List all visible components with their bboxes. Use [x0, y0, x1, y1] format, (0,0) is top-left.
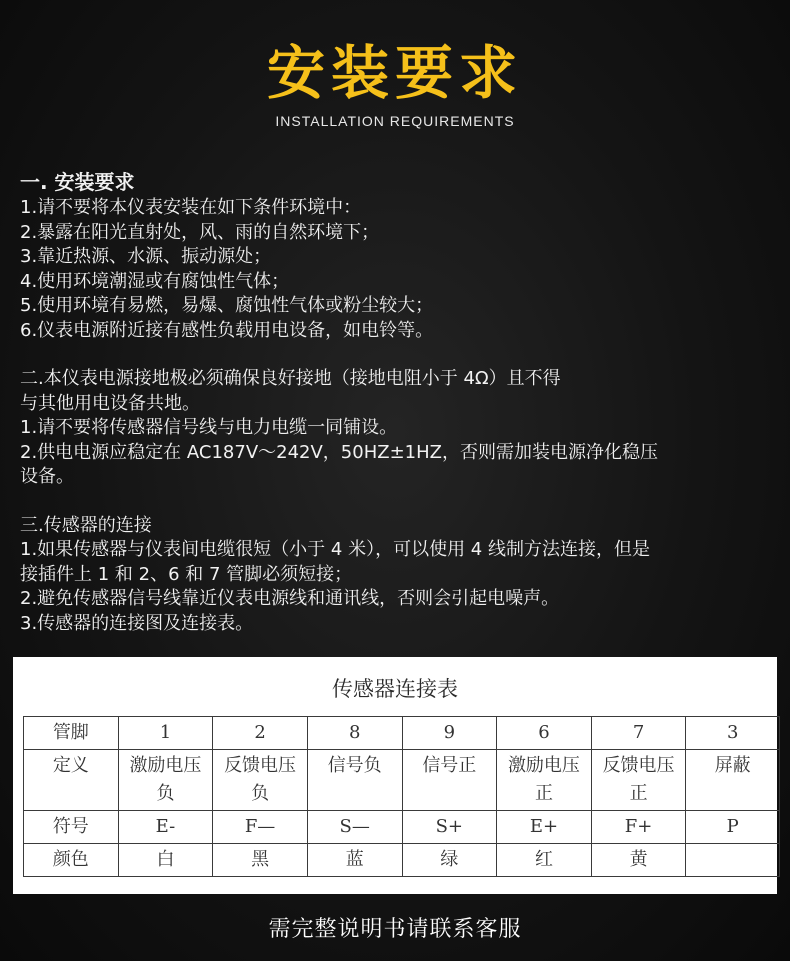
- table-cell: 反馈电压正: [591, 750, 686, 811]
- table-cell: [686, 844, 780, 877]
- table-cell: 管脚: [24, 717, 119, 750]
- section1-heading: 一. 安装要求: [20, 170, 135, 194]
- section1-line: 4.使用环境潮湿或有腐蚀性气体；: [20, 270, 290, 292]
- table-cell: 符号: [24, 811, 119, 844]
- requirements-content: [20, 168, 780, 636]
- section3-line: 1.如果传感器与仪表间电缆很短（小于 4 米），可以使用 4 线制方法连接，但是: [20, 539, 650, 560]
- table-cell: 6: [497, 717, 592, 750]
- table-cell: 信号正: [402, 750, 497, 811]
- table-cell: F+: [591, 811, 686, 844]
- table-cell: 屏蔽: [686, 750, 780, 811]
- table-row: [24, 811, 780, 844]
- section3-line: 三.传感器的连接: [20, 514, 152, 536]
- table-cell: 激励电压正: [497, 750, 592, 811]
- table-cell: 信号负: [307, 750, 402, 811]
- table-cell: E+: [497, 811, 592, 844]
- table-cell: 黑: [213, 844, 308, 877]
- table-cell: 8: [307, 717, 402, 750]
- section1-line: 2.暴露在阳光直射处，风、雨的自然环境下；: [20, 221, 380, 243]
- table-cell: 激励电压负: [118, 750, 213, 811]
- section1-line: 3.靠近热源、水源、振动源处；: [20, 246, 272, 267]
- table-cell: 蓝: [307, 844, 402, 877]
- page-subtitle: INSTALLATION REQUIREMENTS: [275, 113, 515, 129]
- page-title: 安装要求: [266, 39, 523, 107]
- table-cell: 7: [591, 717, 686, 750]
- table-cell: 1: [118, 717, 213, 750]
- table-row: [24, 717, 780, 750]
- table-cell: 颜色: [24, 844, 119, 877]
- section2-line: 与其他用电设备共地。: [20, 392, 200, 414]
- section-gap: [20, 490, 780, 514]
- sensor-connection-table: [23, 716, 780, 877]
- section-gap: [20, 343, 780, 367]
- table-cell: 红: [497, 844, 592, 877]
- sensor-table-panel: [13, 657, 777, 894]
- table-cell: S—: [307, 811, 402, 844]
- section1-line: 5.使用环境有易燃，易爆、腐蚀性气体或粉尘较大；: [20, 295, 434, 316]
- section1-line: 1.请不要将本仪表安装在如下条件环境中：: [20, 197, 362, 218]
- table-cell: S+: [402, 811, 497, 844]
- table-cell: 9: [402, 717, 497, 750]
- table-cell: 白: [118, 844, 213, 877]
- section3-line: 2.避免传感器信号线靠近仪表电源线和通讯线，否则会引起电噪声。: [20, 588, 560, 609]
- table-row: [24, 750, 780, 811]
- table-cell: 3: [686, 717, 780, 750]
- section2-line: 设备。: [20, 466, 74, 487]
- table-cell: P: [686, 811, 780, 844]
- table-cell: F—: [213, 811, 308, 844]
- footer-contact-note: 需完整说明书请联系客服: [268, 917, 522, 942]
- section3-line: 3.传感器的连接图及连接表。: [20, 612, 254, 634]
- table-cell: 绿: [402, 844, 497, 877]
- section2-line: 1.请不要将传感器信号线与电力电缆一同铺设。: [20, 417, 398, 438]
- section3-line: 接插件上 1 和 2、6 和 7 管脚必须短接；: [20, 563, 353, 585]
- section2-line: 2.供电电源应稳定在 AC187V～242V，50HZ±1HZ，否则需加装电源净化稳压: [20, 441, 658, 463]
- table-cell: 黄: [591, 844, 686, 877]
- sensor-table-title: 传感器连接表: [332, 677, 458, 701]
- table-cell: 2: [213, 717, 308, 750]
- section2-line: 二.本仪表电源接地极必须确保良好接地（接地电阻小于 4Ω）且不得: [20, 368, 561, 389]
- table-row: [24, 844, 780, 877]
- section1-line: 6.仪表电源附近接有感性负载用电设备，如电铃等。: [20, 319, 434, 341]
- table-cell: E-: [118, 811, 213, 844]
- table-cell: 反馈电压负: [213, 750, 308, 811]
- table-cell: 定义: [24, 750, 119, 811]
